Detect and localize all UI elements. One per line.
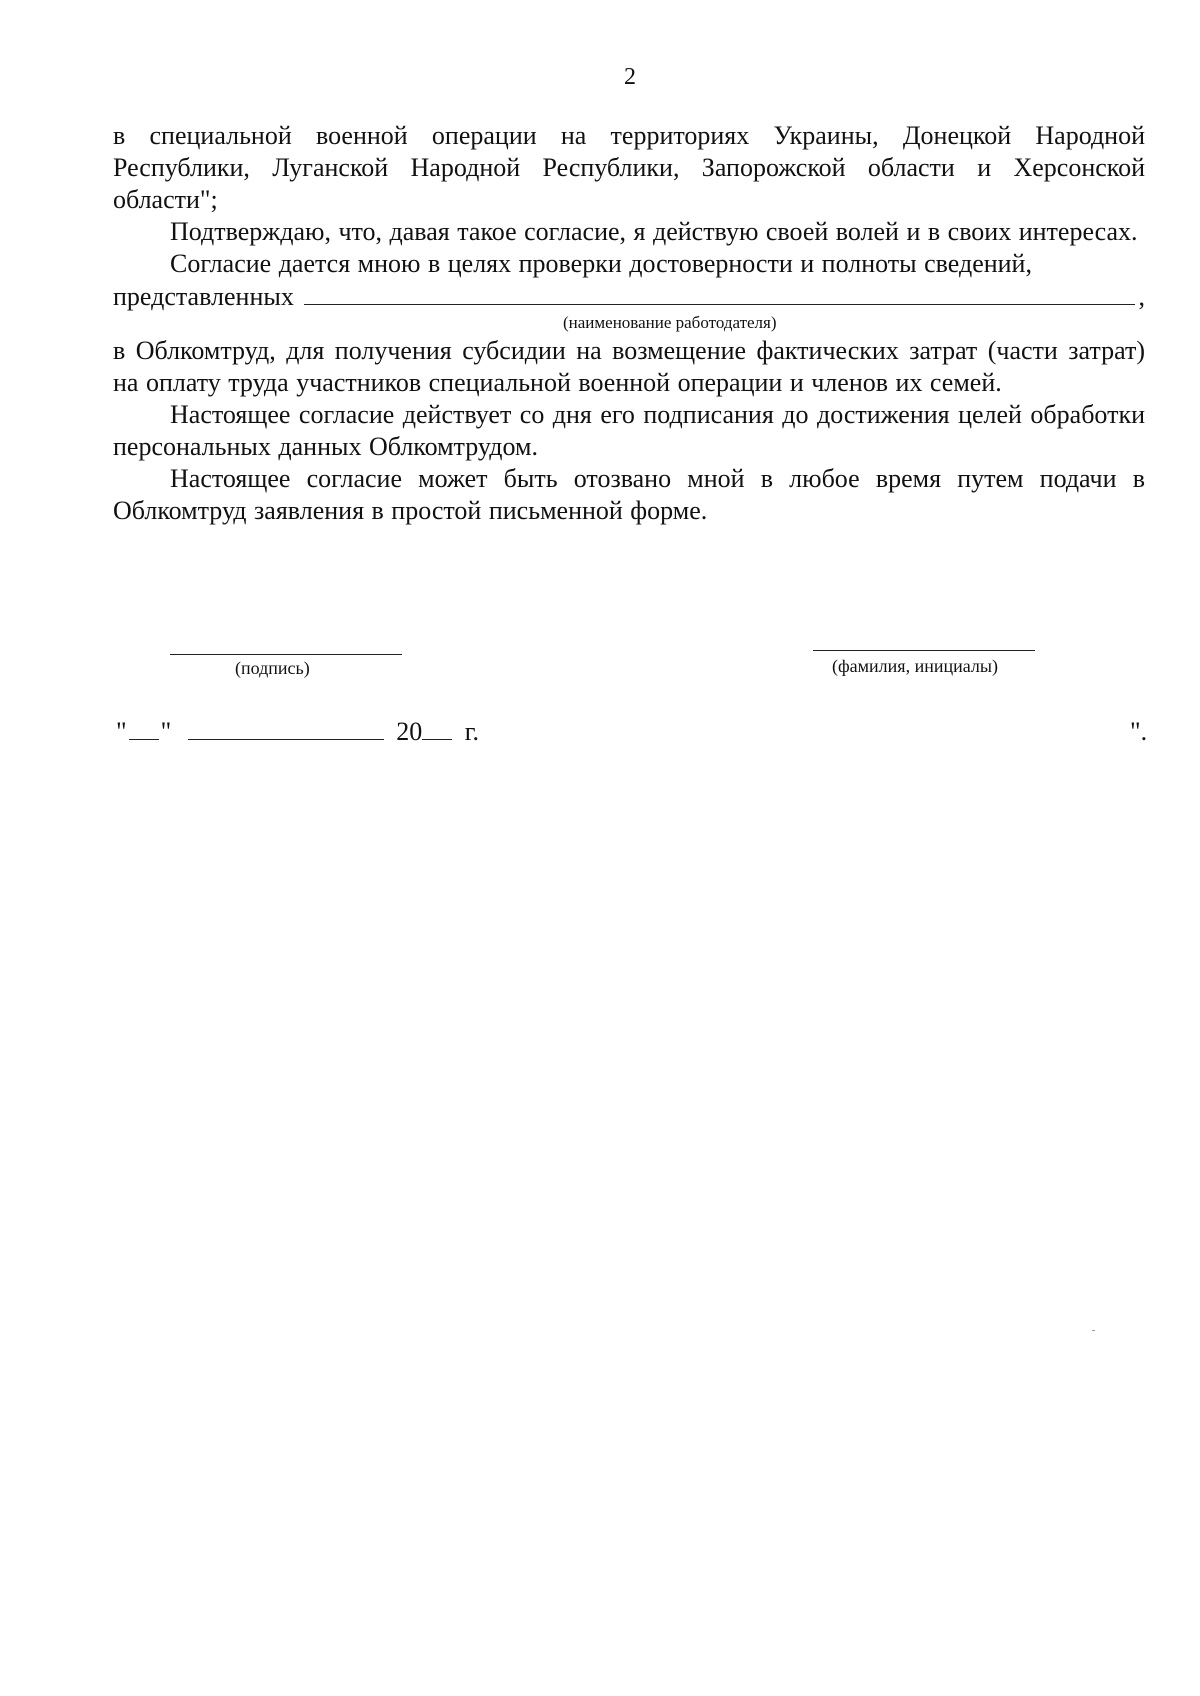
document-body xyxy=(113,120,1145,527)
paragraph-subsidy: в Облкомтруд, для получения субсидии на возмещение фактических затрат (части затрат) на оплату труда участников специальной военной операции и членов их семей. xyxy=(113,336,1145,397)
paragraph-validity: Настоящее согласие действует со дня его подписания до достижения целей обработки персональных данных Облкомтрудом. xyxy=(113,400,1145,461)
signature-line xyxy=(170,654,402,655)
fill-trailing: , xyxy=(1138,282,1145,311)
fill-label: представленных xyxy=(113,282,294,311)
page-number: 2 xyxy=(624,64,636,90)
date-row xyxy=(116,716,479,748)
date-close-quote: " xyxy=(160,717,172,746)
paragraph-continuation: в специальной военной операции на территориях Украины, Донецкой Народной Республики, Луганской Народной Республики, Запорожской области и Херсонской области"; xyxy=(113,121,1145,214)
year-prefix: 20 xyxy=(396,717,423,746)
employer-fill-line xyxy=(113,280,1145,313)
month-blank xyxy=(188,717,384,740)
employer-blank-line xyxy=(304,280,1135,305)
date-open-quote: " xyxy=(116,717,127,746)
employer-caption-row xyxy=(113,313,1145,335)
employer-caption: (наименование работодателя) xyxy=(563,313,777,332)
paragraph-confirmation: Подтверждаю, что, давая такое согласие, я действую своей волей и в своих интересах. xyxy=(170,217,1138,246)
signature-caption: (подпись) xyxy=(235,658,310,678)
paragraph-purpose: Согласие дается мною в целях проверки достоверности и полноты сведений, xyxy=(170,249,1032,278)
name-line xyxy=(813,650,1035,651)
scan-speck xyxy=(1092,1330,1095,1331)
name-caption: (фамилия, инициалы) xyxy=(832,656,998,676)
year-suffix: г. xyxy=(464,717,479,746)
day-blank xyxy=(129,717,159,740)
closing-quote: ". xyxy=(1130,717,1148,746)
year-blank xyxy=(422,717,452,740)
paragraph-revocation: Настоящее согласие может быть отозвано мной в любое время путем подачи в Облкомтруд заявления в простой письменной форме. xyxy=(113,464,1145,525)
